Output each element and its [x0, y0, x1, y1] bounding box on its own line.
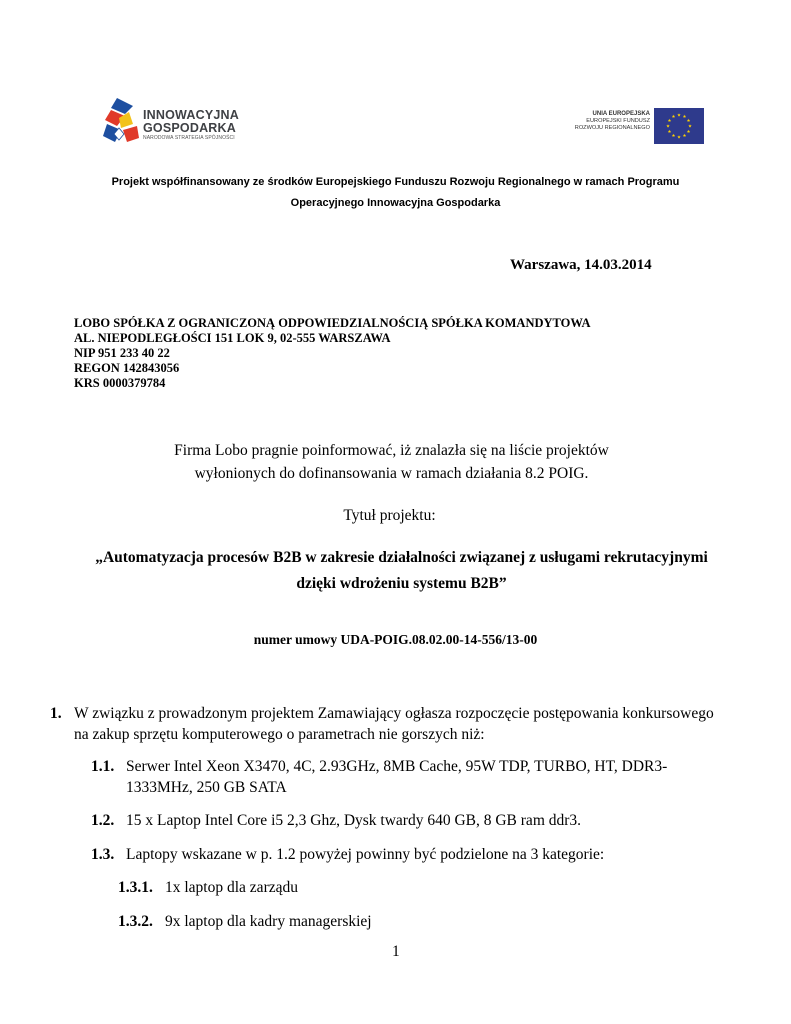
- company-nip: NIP 951 233 40 22: [74, 346, 170, 360]
- eu-logo-line2: EUROPEJSKI FUNDUSZ: [586, 118, 650, 124]
- eu-logo-line3: ROZWOJU REGIONALNEGO: [574, 125, 650, 131]
- eu-logo-line1: UNIA EUROPEJSKA: [592, 111, 650, 117]
- logo-name-line2: GOSPODARKA: [143, 121, 236, 135]
- item-1-3-number: 1.3.: [91, 846, 115, 863]
- company-address: AL. NIEPODLEGŁOŚCI 151 LOK 9, 02-555 WARSZAWA: [74, 331, 391, 345]
- project-title-line2: dzięki wdrożeniu systemu B2B”: [296, 575, 507, 592]
- cofinancing-line1: Projekt współfinansowany ze środków Europejskiego Funduszu Rozwoju Regionalnego w ramach Programu: [111, 176, 680, 188]
- company-name: LOBO SPÓŁKA Z OGRANICZONĄ ODPOWIEDZIALNOŚCIĄ SPÓŁKA KOMANDYTOWA: [74, 316, 591, 330]
- contract-number: numer umowy UDA-POIG.08.02.00-14-556/13-00: [253, 632, 538, 647]
- item-1-1-line1: Serwer Intel Xeon X3470, 4C, 2.93GHz, 8MB Cache, 95W TDP, TURBO, HT, DDR3-: [126, 758, 668, 775]
- page-number: 1: [392, 943, 400, 960]
- item-1-line1: W związku z prowadzonym projektem Zamawiający ogłasza rozpoczęcie postępowania konkursowego: [74, 705, 714, 722]
- company-krs: KRS 0000379784: [74, 376, 166, 390]
- item-1-2-number: 1.2.: [91, 812, 115, 829]
- logo-tagline: NARODOWA STRATEGIA SPÓJNOŚCI: [143, 135, 235, 141]
- item-1-3-1-text: 1x laptop dla zarządu: [165, 879, 298, 896]
- cofinancing-line2: Operacyjnego Innowacyjna Gospodarka: [290, 197, 501, 209]
- item-1-3-2-number: 1.3.2.: [118, 913, 153, 930]
- eu-logo-text: [575, 111, 650, 132]
- item-1-3-1-number: 1.3.1.: [118, 879, 153, 896]
- item-1-line2: na zakup sprzętu komputerowego o parametrach nie gorszych niż:: [74, 726, 485, 743]
- logo-name-line1: INNOWACYJNA: [143, 108, 239, 122]
- item-1-3-2-text: 9x laptop dla kadry managerskiej: [165, 913, 372, 930]
- item-1-1-number: 1.1.: [91, 758, 115, 775]
- project-title-line1: „Automatyzacja procesów B2B w zakresie działalności związanej z usługami rekrutacyjnymi: [95, 549, 708, 566]
- eu-logo: [574, 108, 704, 144]
- item-1-2-text: 15 x Laptop Intel Core i5 2,3 Ghz, Dysk twardy 640 GB, 8 GB ram ddr3.: [126, 812, 582, 829]
- project-title-label: Tytuł projektu:: [343, 507, 436, 524]
- innowacyjna-gospodarka-logo: [103, 98, 263, 148]
- item-1-number: 1.: [50, 705, 62, 722]
- intro-line1: Firma Lobo pragnie poinformować, iż znalazła się na liście projektów: [174, 442, 609, 459]
- intro-line2: wyłonionych do dofinansowania w ramach działania 8.2 POIG.: [194, 465, 589, 482]
- place-date: Warszawa, 14.03.2014: [510, 257, 652, 273]
- item-1-3-text: Laptopy wskazane w p. 1.2 powyżej powinny być podzielone na 3 kategorie:: [126, 846, 605, 863]
- eu-flag-icon: [654, 108, 704, 144]
- innowacyjna-gospodarka-emblem-icon: [103, 98, 141, 148]
- item-1-1-line2: 1333MHz, 250 GB SATA: [126, 779, 287, 796]
- company-regon: REGON 142843056: [74, 361, 180, 375]
